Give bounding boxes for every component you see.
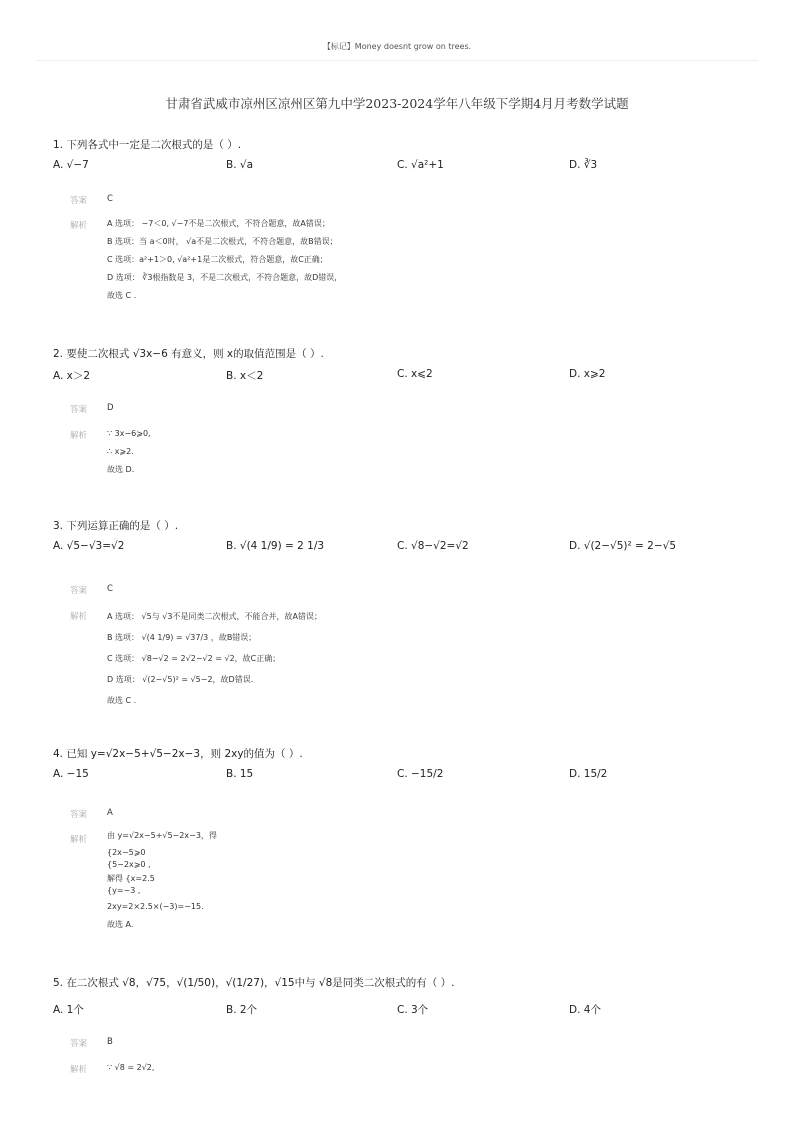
q4-option-d: D. 15/2 xyxy=(569,768,608,780)
q3-option-a: A. √5−√3=√2 xyxy=(53,540,125,552)
q1-analysis-line: D 选项： ∛3根指数是 3，不是二次根式，不符合题意，故D错误， xyxy=(107,273,343,282)
q4-analysis-line: 故选 A. xyxy=(107,920,134,929)
q1-option-d: D. ∛3 xyxy=(569,159,598,171)
q4-analysis-line: {5−2x⩾0 , xyxy=(107,860,151,869)
q2-answer: D xyxy=(107,403,114,413)
q4-option-c: C. −15/2 xyxy=(397,768,444,780)
q3-answer: C xyxy=(107,584,113,594)
q3-option-d: D. √(2−√5)² = 2−√5 xyxy=(569,540,677,552)
q5-answer: B xyxy=(107,1037,113,1047)
q4-analysis-label: 解析 xyxy=(70,835,88,845)
q2-option-c: C. x⩽2 xyxy=(397,368,433,380)
q5-option-a: A. 1个 xyxy=(53,1004,84,1016)
q1-analysis-line: B 选项：当 a＜0时， √a不是二次根式，不符合题意，故B错误； xyxy=(107,237,338,246)
q1-analysis-line: 故选 C . xyxy=(107,291,137,300)
q5-analysis-line: ∵ √8 = 2√2, xyxy=(107,1063,155,1072)
q3-analysis-line: C 选项： √8−√2 = 2√2−√2 = √2，故C正确； xyxy=(107,654,281,663)
q5-analysis-label: 解析 xyxy=(70,1065,88,1075)
q4-answer-label: 答案 xyxy=(70,810,88,820)
q1-analysis-label: 解析 xyxy=(70,221,88,231)
q4-analysis-line: {y=−3 , xyxy=(107,886,141,895)
q4-analysis-line: 由 y=√2x−5+√5−2x−3，得 xyxy=(107,831,217,840)
question-4-stem: 4. 已知 y=√2x−5+√5−2x−3，则 2xy的值为（ ）. xyxy=(53,748,303,760)
q4-option-a: A. −15 xyxy=(53,768,89,780)
q3-analysis-line: 故选 C . xyxy=(107,696,137,705)
q2-analysis xyxy=(107,425,151,479)
document-title: 甘肃省武威市凉州区凉州区第九中学2023-2024学年八年级下学期4月月考数学试题 xyxy=(165,96,629,111)
q2-analysis-label: 解析 xyxy=(70,431,88,441)
q3-option-b: B. √(4 1/9) = 2 1/3 xyxy=(226,540,325,552)
header-divider xyxy=(36,60,758,61)
q5-answer-label: 答案 xyxy=(70,1039,88,1049)
question-3-stem: 3. 下列运算正确的是（ ）. xyxy=(53,520,179,532)
q3-analysis-line: B 选项： √(4 1/9) = √37/3 ，故B错误； xyxy=(107,633,257,642)
q4-answer: A xyxy=(107,808,113,818)
q4-analysis-line: 2xy=2×2.5×(−3)=−15. xyxy=(107,902,204,911)
q2-analysis-line: 故选 D. xyxy=(107,465,135,474)
q4-analysis-line: {2x−5⩾0 xyxy=(107,848,146,857)
q5-option-b: B. 2个 xyxy=(226,1004,258,1016)
q1-analysis-line: A 选项： −7＜0, √−7不是二次根式，不符合题意，故A错误； xyxy=(107,219,330,228)
q1-answer-label: 答案 xyxy=(70,196,88,206)
q2-option-b: B. x＜2 xyxy=(226,370,264,382)
q4-option-b: B. 15 xyxy=(226,768,254,780)
question-5-stem: 5. 在二次根式 √8，√75，√(1/50)，√(1/27)，√15中与 √8是同类二次根式的有（ ）. xyxy=(53,977,455,989)
q4-analysis xyxy=(107,829,217,936)
q1-option-c: C. √a²+1 xyxy=(397,159,444,171)
q2-analysis-line: ∵ 3x−6⩾0, xyxy=(107,429,151,438)
q5-option-d: D. 4个 xyxy=(569,1004,601,1016)
q1-option-a: A. √−7 xyxy=(53,159,89,171)
q3-analysis xyxy=(107,606,322,711)
q2-option-d: D. x⩾2 xyxy=(569,368,606,380)
q2-option-a: A. x＞2 xyxy=(53,370,91,382)
q2-answer-label: 答案 xyxy=(70,405,88,415)
q3-analysis-line: A 选项： √5与 √3不是同类二次根式，不能合并，故A错误； xyxy=(107,612,322,621)
q1-analysis-line: C 选项：a²+1＞0, √a²+1是二次根式，符合题意，故C正确； xyxy=(107,255,328,264)
q3-analysis-line: D 选项： √(2−√5)² = √5−2，故D错误. xyxy=(107,675,254,684)
q5-option-c: C. 3个 xyxy=(397,1004,429,1016)
q3-answer-label: 答案 xyxy=(70,586,88,596)
question-2-stem: 2. 要使二次根式 √3x−6 有意义，则 x的取值范围是（ ）. xyxy=(53,348,324,360)
q5-analysis xyxy=(107,1059,154,1077)
q2-analysis-line: ∴ x⩾2. xyxy=(107,447,134,456)
question-1-stem: 1. 下列各式中一定是二次根式的是（ ）. xyxy=(53,139,242,151)
q1-answer: C xyxy=(107,194,113,204)
q1-option-b: B. √a xyxy=(226,159,254,171)
q3-analysis-label: 解析 xyxy=(70,612,88,622)
header-note: 【标记】Money doesnt grow on trees. xyxy=(322,42,472,51)
q1-analysis xyxy=(107,215,342,305)
q4-analysis-line: 解得 {x=2.5 xyxy=(107,874,155,883)
q3-option-c: C. √8−√2=√2 xyxy=(397,540,469,552)
